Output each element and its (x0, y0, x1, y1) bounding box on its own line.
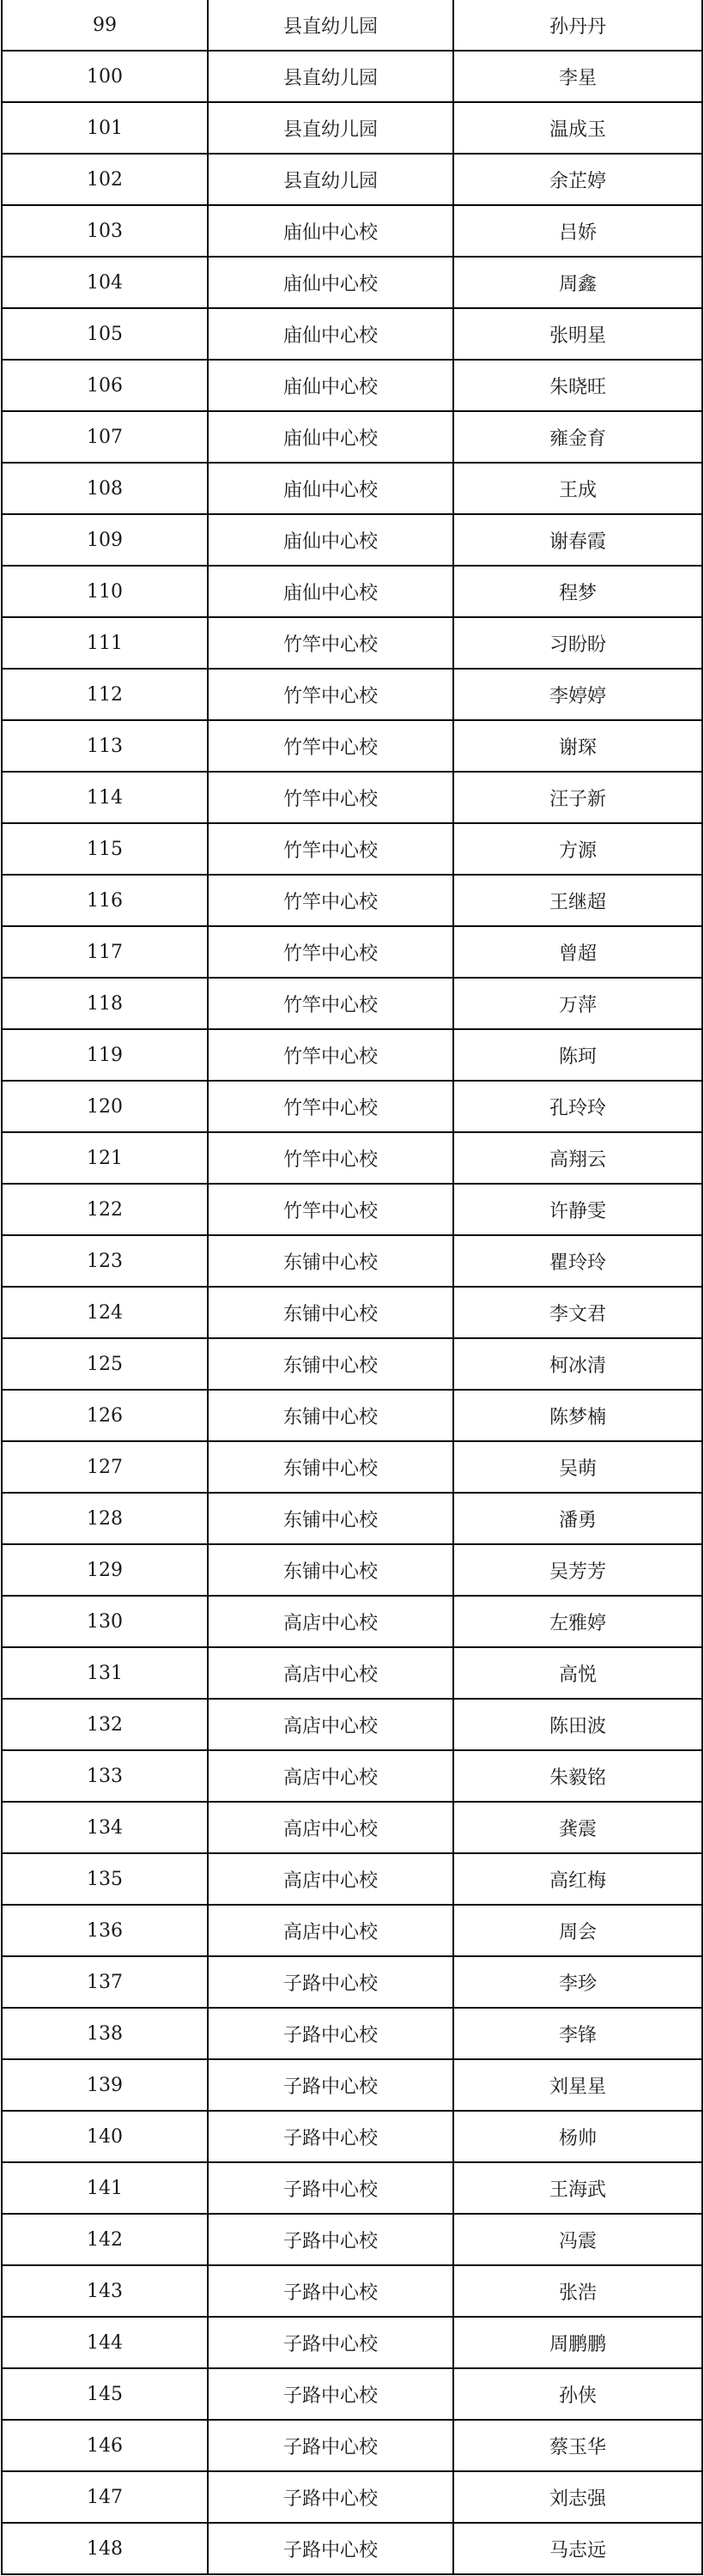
table-row (3, 2369, 701, 2421)
teacher-name-cell: 李锋 (558, 2024, 597, 2046)
row-number-cell: 105 (3, 309, 209, 359)
school-cell: 高店中心校 (209, 1700, 454, 1749)
teacher-name-cell: 温成玉 (549, 118, 606, 141)
table-row (3, 52, 701, 103)
row-number-cell: 115 (3, 824, 209, 874)
teacher-name-cell: 高悦 (558, 1664, 597, 1686)
school-cell: 竹竿中心校 (209, 927, 454, 977)
school-cell: 庙仙中心校 (209, 309, 454, 359)
table-row (3, 1906, 701, 1957)
teacher-name-cell: 许静雯 (549, 1200, 606, 1222)
school-cell: 竹竿中心校 (209, 1133, 454, 1183)
row-number-cell: 124 (3, 1288, 209, 1337)
table-row (3, 206, 701, 258)
table-row (3, 1185, 701, 1236)
school-cell: 竹竿中心校 (209, 1185, 454, 1234)
table-row (3, 515, 701, 567)
teacher-name-cell: 周鑫 (558, 273, 597, 295)
row-number-cell: 133 (3, 1751, 209, 1801)
teacher-name-cell: 谢春霞 (549, 530, 606, 553)
school-cell: 竹竿中心校 (209, 721, 454, 771)
table-row (3, 1803, 701, 1854)
row-number-cell: 131 (3, 1648, 209, 1698)
school-cell: 竹竿中心校 (209, 1030, 454, 1080)
school-cell: 子路中心校 (209, 2163, 454, 2213)
teacher-name-cell: 周会 (558, 1921, 597, 1943)
teacher-name-cell: 万萍 (558, 994, 597, 1016)
row-number-cell: 139 (3, 2060, 209, 2110)
row-number-cell: 127 (3, 1442, 209, 1492)
row-number-cell: 100 (3, 52, 209, 101)
school-cell: 庙仙中心校 (209, 412, 454, 462)
row-number-cell: 123 (3, 1236, 209, 1286)
school-cell: 东铺中心校 (209, 1288, 454, 1337)
table-row (3, 2266, 701, 2318)
school-cell: 高店中心校 (209, 1648, 454, 1698)
teacher-name-cell: 王成 (558, 479, 597, 501)
teacher-name-cell: 吴芳芳 (549, 1561, 606, 1583)
row-number-cell: 137 (3, 1957, 209, 2007)
table-row (3, 309, 701, 361)
row-number-cell: 109 (3, 515, 209, 565)
table-row (3, 1751, 701, 1803)
school-cell: 高店中心校 (209, 1854, 454, 1904)
school-cell: 庙仙中心校 (209, 515, 454, 565)
row-number-cell: 110 (3, 567, 209, 616)
row-number-cell: 146 (3, 2421, 209, 2470)
school-cell: 高店中心校 (209, 1803, 454, 1852)
row-number-cell: 142 (3, 2215, 209, 2264)
school-cell: 县直幼儿园 (209, 52, 454, 101)
school-cell: 竹竿中心校 (209, 1082, 454, 1131)
school-cell: 庙仙中心校 (209, 258, 454, 307)
table-row (3, 103, 701, 155)
row-number-cell: 122 (3, 1185, 209, 1234)
school-cell: 庙仙中心校 (209, 567, 454, 616)
table-row (3, 2318, 701, 2369)
teacher-name-cell: 龚震 (558, 1818, 597, 1840)
table-row (3, 464, 701, 515)
row-number-cell: 111 (3, 618, 209, 668)
teacher-name-cell: 李珍 (558, 1973, 597, 1995)
teacher-name-cell: 王继超 (549, 891, 606, 913)
row-number-cell: 103 (3, 206, 209, 256)
row-number-cell: 101 (3, 103, 209, 153)
school-cell: 高店中心校 (209, 1597, 454, 1646)
school-cell: 东铺中心校 (209, 1494, 454, 1543)
row-number-cell: 138 (3, 2009, 209, 2058)
school-cell: 东铺中心校 (209, 1236, 454, 1286)
table-row (3, 824, 701, 876)
row-number-cell: 129 (3, 1545, 209, 1595)
table-row (3, 1082, 701, 1133)
school-cell: 竹竿中心校 (209, 979, 454, 1028)
teacher-name-cell: 周鹏鹏 (549, 2333, 606, 2355)
school-cell: 子路中心校 (209, 2524, 454, 2573)
teacher-name-cell: 杨帅 (558, 2127, 597, 2149)
school-cell: 竹竿中心校 (209, 824, 454, 874)
school-cell: 子路中心校 (209, 2472, 454, 2522)
table-row (3, 721, 701, 773)
table-row (3, 876, 701, 927)
teacher-name-cell: 习盼盼 (549, 633, 606, 656)
row-number-cell: 144 (3, 2318, 209, 2367)
table-row (3, 1236, 701, 1288)
table-row (3, 1545, 701, 1597)
teacher-name-cell: 李文君 (549, 1303, 606, 1325)
row-number-cell: 132 (3, 1700, 209, 1749)
teacher-name-cell: 余芷婷 (549, 170, 606, 192)
table-row (3, 1133, 701, 1185)
school-cell: 县直幼儿园 (209, 155, 454, 204)
teacher-name-cell: 孙侠 (558, 2385, 597, 2407)
row-number-cell: 114 (3, 773, 209, 822)
table-row (3, 2215, 701, 2266)
school-cell: 子路中心校 (209, 2421, 454, 2470)
school-cell: 庙仙中心校 (209, 361, 454, 410)
row-number-cell: 134 (3, 1803, 209, 1852)
row-number-cell: 104 (3, 258, 209, 307)
teacher-name-cell: 方源 (558, 839, 597, 862)
row-number-cell: 116 (3, 876, 209, 925)
table-row (3, 2524, 701, 2575)
table-row (3, 670, 701, 721)
teacher-name-cell: 李星 (558, 67, 597, 89)
table-row (3, 2112, 701, 2163)
teacher-name-cell: 陈珂 (558, 1046, 597, 1068)
row-number-cell: 118 (3, 979, 209, 1028)
row-number-cell: 117 (3, 927, 209, 977)
teacher-name-cell: 刘志强 (549, 2488, 606, 2510)
teacher-name-cell: 朱晓旺 (549, 376, 606, 398)
row-number-cell: 113 (3, 721, 209, 771)
school-cell: 县直幼儿园 (209, 0, 454, 50)
school-cell: 东铺中心校 (209, 1545, 454, 1595)
row-number-cell: 126 (3, 1391, 209, 1440)
row-number-cell: 108 (3, 464, 209, 513)
row-number-cell: 102 (3, 155, 209, 204)
teacher-name-cell: 陈梦楠 (549, 1406, 606, 1428)
teacher-name-cell: 吕娇 (558, 221, 597, 244)
table-row (3, 1030, 701, 1082)
school-cell: 高店中心校 (209, 1751, 454, 1801)
teacher-name-cell: 谢琛 (558, 736, 597, 759)
school-cell: 竹竿中心校 (209, 876, 454, 925)
table-row (3, 1957, 701, 2009)
row-number-cell: 130 (3, 1597, 209, 1646)
table-row (3, 1648, 701, 1700)
school-cell: 子路中心校 (209, 2215, 454, 2264)
table-row (3, 0, 701, 52)
school-cell: 高店中心校 (209, 1906, 454, 1955)
teacher-name-cell: 张浩 (558, 2282, 597, 2304)
row-number-cell: 148 (3, 2524, 209, 2573)
teacher-name-cell: 李婷婷 (549, 685, 606, 707)
teacher-name-cell: 左雅婷 (549, 1612, 606, 1634)
teacher-name-cell: 高翔云 (549, 1149, 606, 1171)
school-cell: 子路中心校 (209, 2266, 454, 2316)
row-number-cell: 107 (3, 412, 209, 462)
teacher-name-cell: 孔玲玲 (549, 1097, 606, 1119)
teacher-name-cell: 高红梅 (549, 1870, 606, 1892)
teacher-name-cell: 蔡玉华 (549, 2436, 606, 2458)
table-row (3, 1391, 701, 1442)
row-number-cell: 140 (3, 2112, 209, 2161)
table-row (3, 1288, 701, 1339)
teacher-name-cell: 冯震 (558, 2230, 597, 2252)
teacher-name-cell: 潘勇 (558, 1509, 597, 1531)
row-number-cell: 112 (3, 670, 209, 719)
school-cell: 子路中心校 (209, 2112, 454, 2161)
teacher-name-cell: 雍金育 (549, 427, 606, 450)
table-row (3, 2060, 701, 2112)
table-row (3, 979, 701, 1030)
table-row (3, 412, 701, 464)
school-cell: 竹竿中心校 (209, 618, 454, 668)
roster-table (1, 0, 703, 2575)
row-number-cell: 106 (3, 361, 209, 410)
table-row (3, 1442, 701, 1494)
row-number-cell: 136 (3, 1906, 209, 1955)
teacher-name-cell: 马志远 (549, 2539, 606, 2561)
teacher-name-cell: 朱毅铭 (549, 1767, 606, 1789)
teacher-name-cell: 孙丹丹 (549, 15, 606, 38)
row-number-cell: 135 (3, 1854, 209, 1904)
teacher-name-cell: 曾超 (558, 943, 597, 965)
teacher-name-cell: 刘星星 (549, 2076, 606, 2098)
school-cell: 东铺中心校 (209, 1391, 454, 1440)
school-cell: 庙仙中心校 (209, 206, 454, 256)
table-row (3, 2163, 701, 2215)
teacher-name-cell: 吴萌 (558, 1458, 597, 1480)
row-number-cell: 119 (3, 1030, 209, 1080)
school-cell: 县直幼儿园 (209, 103, 454, 153)
school-cell: 子路中心校 (209, 2009, 454, 2058)
table-row (3, 567, 701, 618)
row-number-cell: 147 (3, 2472, 209, 2522)
school-cell: 东铺中心校 (209, 1442, 454, 1492)
table-row (3, 927, 701, 979)
row-number-cell: 99 (3, 0, 209, 50)
teacher-name-cell: 王海武 (549, 2179, 606, 2201)
table-row (3, 361, 701, 412)
teacher-name-cell: 瞿玲玲 (549, 1252, 606, 1274)
school-cell: 子路中心校 (209, 1957, 454, 2007)
table-row (3, 155, 701, 206)
table-row (3, 258, 701, 309)
row-number-cell: 141 (3, 2163, 209, 2213)
row-number-cell: 128 (3, 1494, 209, 1543)
table-row (3, 2009, 701, 2060)
table-row (3, 1700, 701, 1751)
table-row (3, 2472, 701, 2524)
teacher-name-cell: 程梦 (558, 582, 597, 604)
table-row (3, 2421, 701, 2472)
teacher-name-cell: 张明星 (549, 324, 606, 347)
school-cell: 子路中心校 (209, 2369, 454, 2419)
school-cell: 东铺中心校 (209, 1339, 454, 1389)
table-row (3, 1494, 701, 1545)
table-row (3, 1339, 701, 1391)
row-number-cell: 143 (3, 2266, 209, 2316)
school-cell: 竹竿中心校 (209, 670, 454, 719)
teacher-name-cell: 汪子新 (549, 788, 606, 810)
table-row (3, 1597, 701, 1648)
school-cell: 子路中心校 (209, 2318, 454, 2367)
table-row (3, 773, 701, 824)
table-row (3, 618, 701, 670)
school-cell: 子路中心校 (209, 2060, 454, 2110)
teacher-name-cell: 柯冰清 (549, 1355, 606, 1377)
row-number-cell: 120 (3, 1082, 209, 1131)
school-cell: 庙仙中心校 (209, 464, 454, 513)
school-cell: 竹竿中心校 (209, 773, 454, 822)
row-number-cell: 145 (3, 2369, 209, 2419)
row-number-cell: 121 (3, 1133, 209, 1183)
teacher-name-cell: 陈田波 (549, 1715, 606, 1737)
table-row (3, 1854, 701, 1906)
row-number-cell: 125 (3, 1339, 209, 1389)
